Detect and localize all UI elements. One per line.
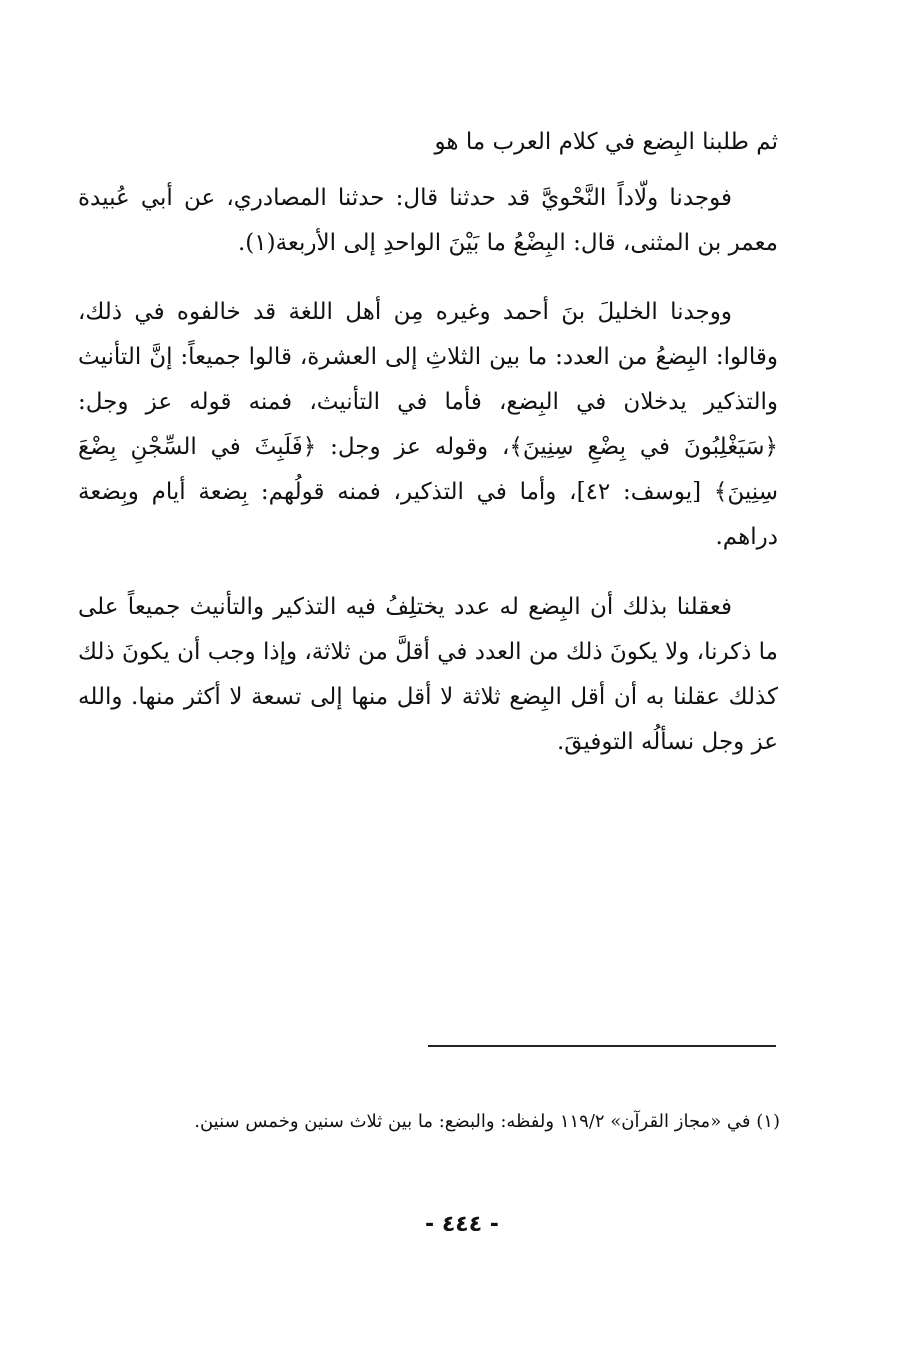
paragraph-text: ووجدنا الخليلَ بنَ أحمد وغيره مِن أهل اللغة قد خالفوه في ذلك، وقالوا: البِضعُ من العدد: ما بين الثلاثِ إلى العشرة، قالوا جميعاً: إنَّ التأنيث والتذكير يدخلان في البِضع، فأما في التأنيث، فمنه قوله عز وجل: ﴿سَيَغْلِبُونَ في بِضْعِ سِنِينَ﴾، وقوله عز وجل: ﴿فَلَبِثَ في السِّجْنِ بِضْعَ سِنِينَ﴾ [يوسف: ٤٢]، وأما في التذكير، فمنه قولُهم: بِضعة أيام وبِضعة دراهم. xyxy=(78,299,778,550)
body-paragraph xyxy=(78,176,778,266)
paragraph-text: فعقلنا بذلك أن البِضع له عدد يختلِفُ فيه التذكير والتأنيث جميعاً على ما ذكرنا، ولا يكونَ ذلك من العدد في أقلَّ من ثلاثة، وإذا وجب أن يكونَ ذلك كذلك عقلنا به أن أقل البِضع ثلاثة لا أقل منها إلى تسعة لا أكثر منها. والله عز وجل نسألُه التوفيقَ. xyxy=(78,594,778,755)
footnote-divider xyxy=(428,1045,776,1047)
page-number: - ٤٤٤ - xyxy=(425,1212,499,1237)
footnote-text: (١) في «مجاز القرآن» ١١٩/٢ ولفظه: والبضع: ما بين ثلاث سنين وخمس سنين. xyxy=(194,1111,780,1132)
body-paragraph xyxy=(78,585,778,765)
body-paragraph xyxy=(78,120,778,165)
body-paragraph xyxy=(78,290,778,560)
paragraph-text: ثم طلبنا البِضع في كلام العرب ما هو xyxy=(434,129,778,155)
paragraph-text: فوجدنا ولّاداً النَّحْويَّ قد حدثنا قال: حدثنا المصادري، عن أبي عُبيدة معمر بن المثنى، قال: البِضْعُ ما بَيْنَ الواحدِ إلى الأربعة(١). xyxy=(78,185,778,256)
footnote xyxy=(78,1100,780,1144)
